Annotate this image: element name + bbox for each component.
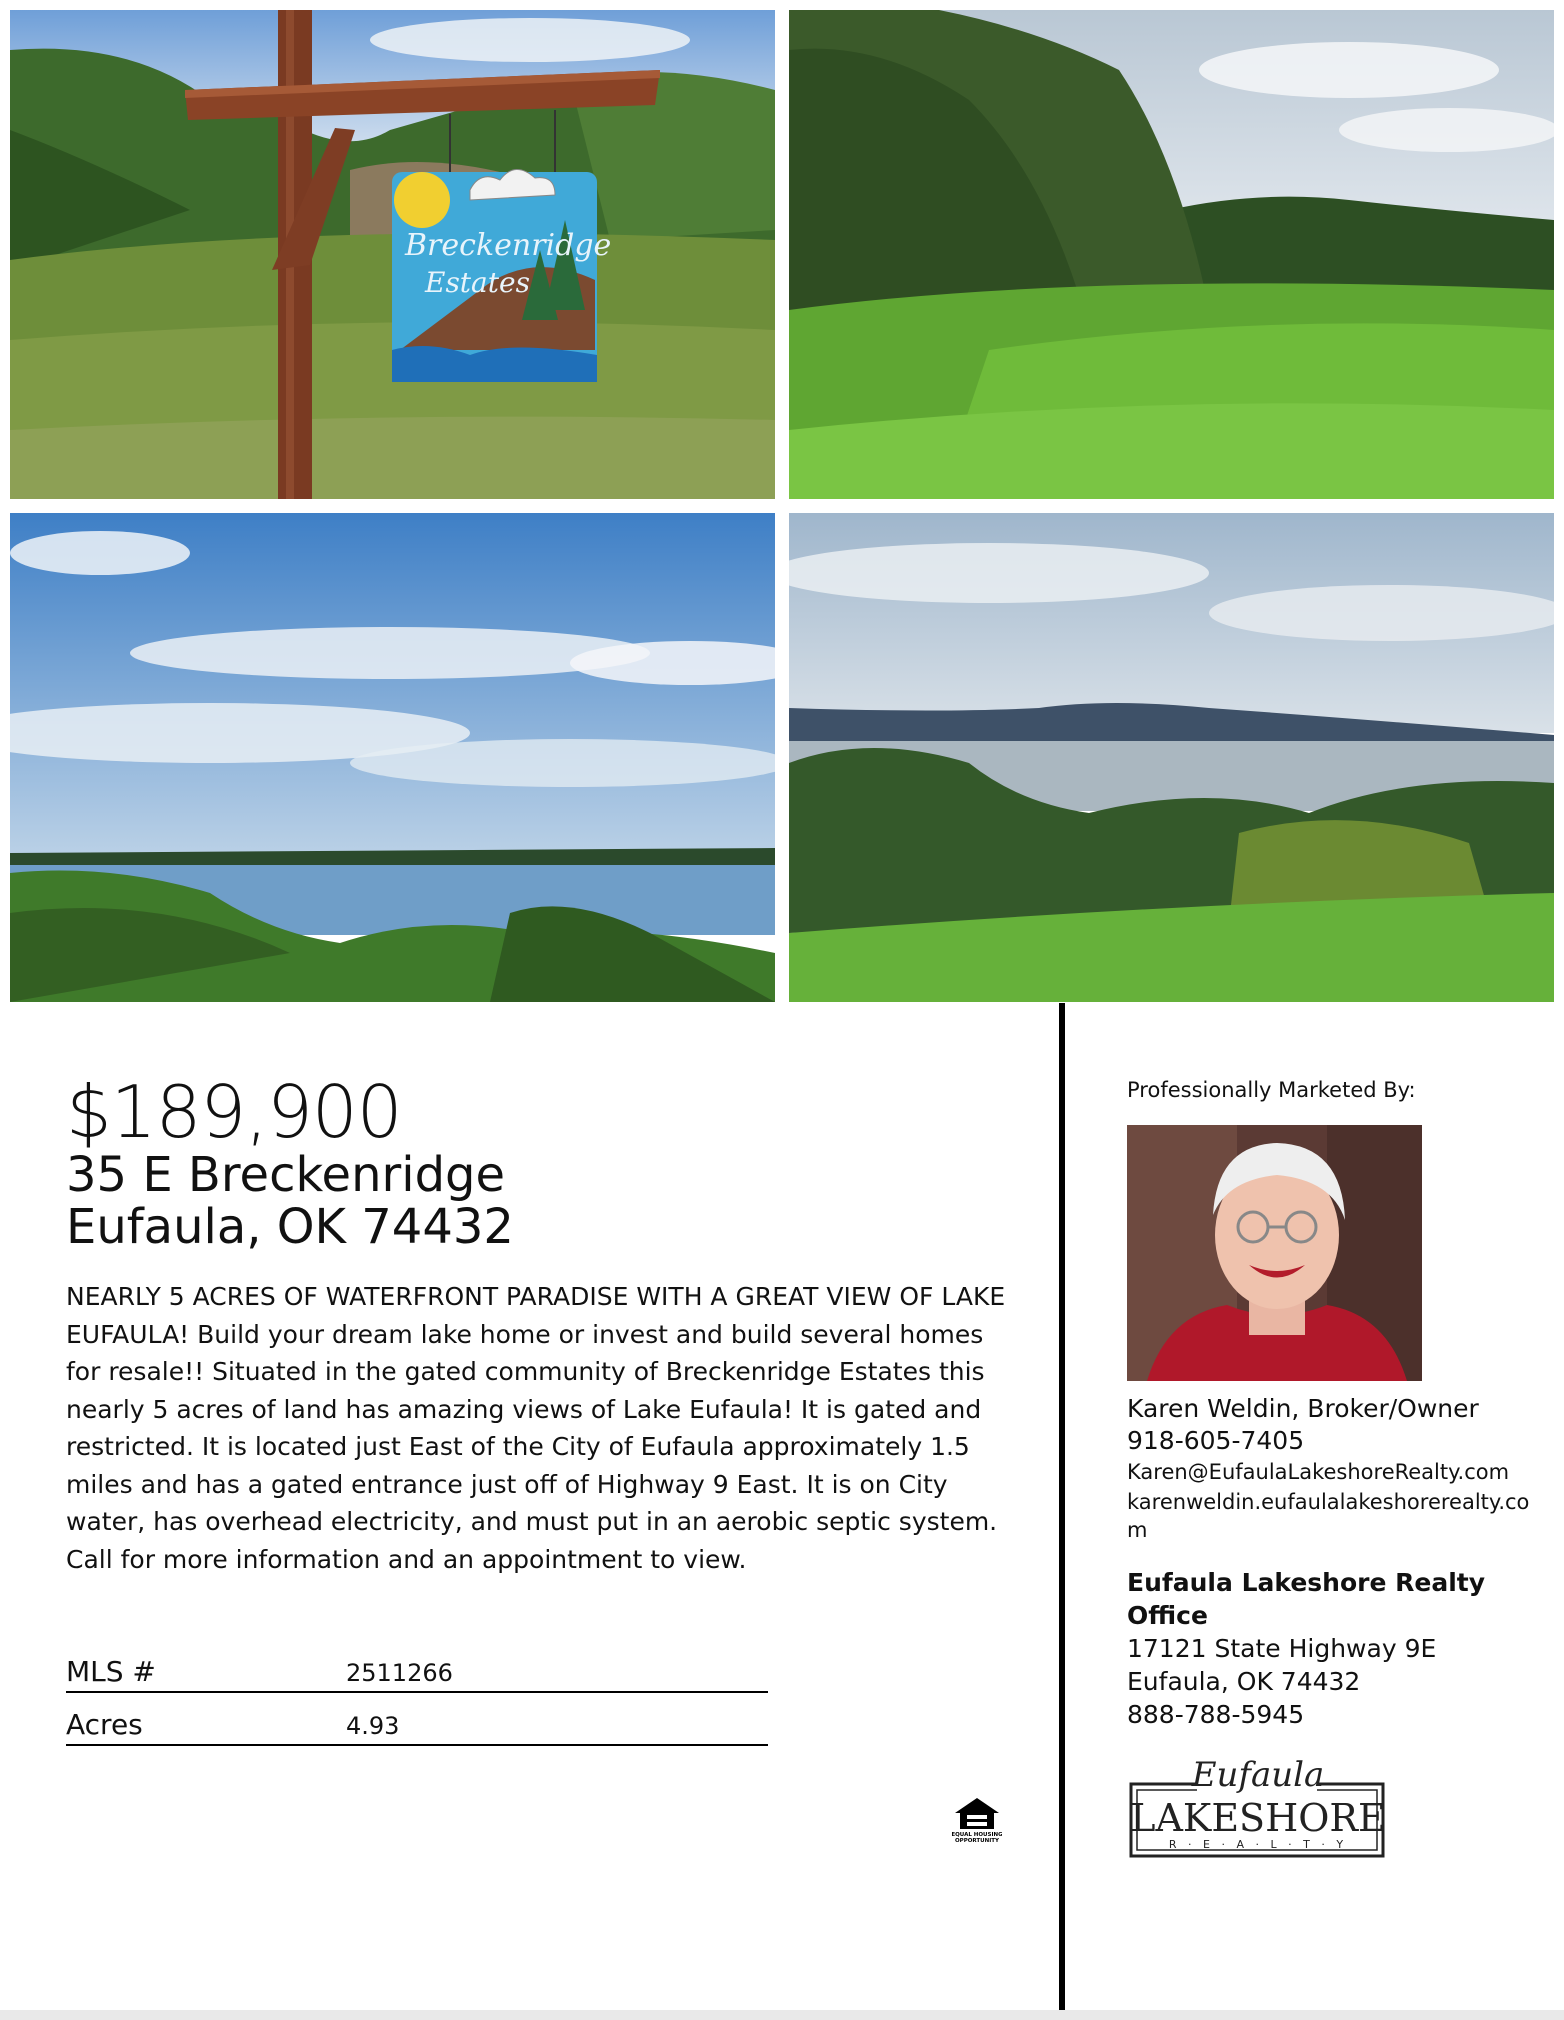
fact-value: 4.93	[346, 1712, 400, 1740]
fact-label: MLS #	[66, 1655, 156, 1688]
agent-phone[interactable]: 918-605-7405	[1127, 1426, 1305, 1455]
address-line-2: Eufaula, OK 74432	[66, 1199, 514, 1255]
office-city: Eufaula, OK 74432	[1127, 1667, 1361, 1696]
column-divider	[1059, 1003, 1065, 2010]
agent-website-line1[interactable]: karenweldin.eufaulalakeshorerealty.co	[1127, 1490, 1530, 1514]
svg-text:EQUAL HOUSING: EQUAL HOUSING	[952, 1832, 1002, 1838]
agent-email[interactable]: Karen@EufaulaLakeshoreRealty.com	[1127, 1460, 1510, 1484]
fact-value: 2511266	[346, 1659, 453, 1687]
listing-description: NEARLY 5 ACRES OF WATERFRONT PARADISE WITH A GREAT VIEW OF LAKE EUFAULA! Build your dream lake home or invest and build several homes for resale!! Situated in the gated community of Breckenridge Estates this nearly 5 acres of land has amazing views of Lake Eufaula! It is gated and restricted. It is located just East of the City of Eufaula approximately 1.5 miles and has a gated entrance just off of Highway 9 East. It is on City water, has overhead electricity, and must put in an aerobic septic system. Call for more information and an appointment to view.	[66, 1282, 1006, 1574]
photo-lake-view-hills	[789, 513, 1554, 1002]
agent-website-line2[interactable]: m	[1127, 1518, 1148, 1542]
svg-text:Eufaula: Eufaula	[1191, 1755, 1325, 1795]
agent-name-title: Karen Weldin, Broker/Owner	[1127, 1394, 1479, 1423]
marketed-by-label: Professionally Marketed By:	[1127, 1078, 1416, 1102]
photo-breckenridge-estates-sign	[10, 10, 775, 499]
fact-row-mls	[66, 1640, 768, 1693]
svg-text:OPPORTUNITY: OPPORTUNITY	[954, 1838, 1000, 1844]
sign-text-line1: Breckenridge	[405, 228, 612, 263]
eufaula-lakeshore-realty-logo	[1127, 1752, 1389, 1862]
sign-text-line2: Estates	[425, 266, 530, 299]
fact-label: Acres	[66, 1708, 143, 1741]
photo-tree-line-meadow	[789, 10, 1554, 499]
equal-housing-opportunity-icon	[952, 1795, 1002, 1845]
svg-text:R · E · A · L · T · Y: R · E · A · L · T · Y	[1168, 1838, 1348, 1851]
office-phone[interactable]: 888-788-5945	[1127, 1700, 1305, 1729]
page-bottom-edge	[0, 2010, 1564, 2020]
office-street: 17121 State Highway 9E	[1127, 1634, 1437, 1663]
svg-text:LAKESHORE: LAKESHORE	[1130, 1796, 1386, 1840]
photo-lake-view-clouds	[10, 513, 775, 1002]
office-name: Eufaula Lakeshore Realty Office	[1127, 1568, 1486, 1630]
listing-price: $189,900	[66, 1070, 402, 1154]
address-line-1: 35 E Breckenridge	[66, 1147, 506, 1203]
fact-row-acres	[66, 1693, 768, 1746]
listing-facts-table	[66, 1640, 768, 1746]
agent-photo	[1127, 1125, 1422, 1381]
